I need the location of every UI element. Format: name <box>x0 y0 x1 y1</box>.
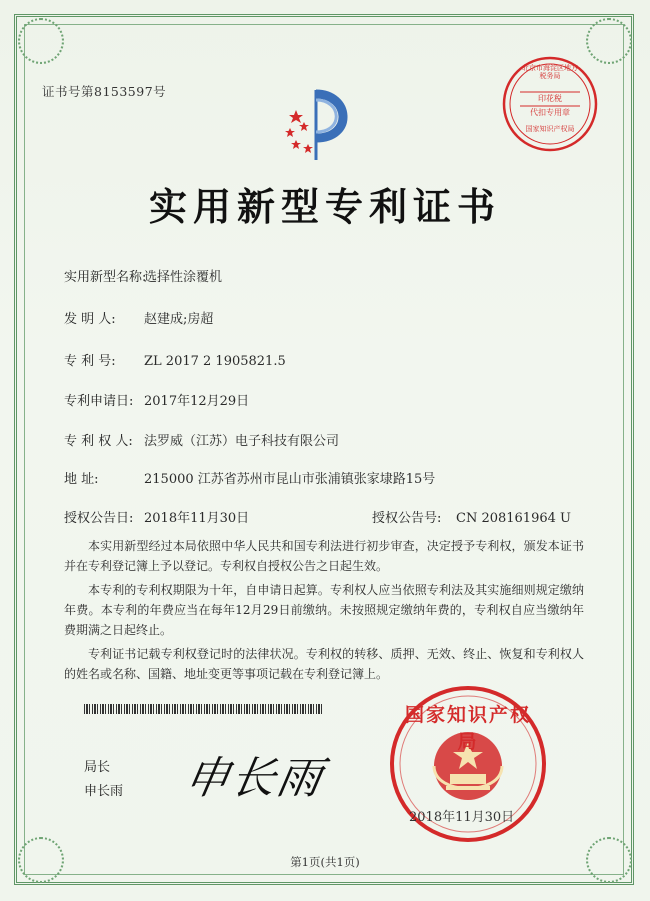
field-label: 授权公告日: <box>64 511 134 526</box>
field-application-date <box>64 390 249 409</box>
field-value: 215000 江苏省苏州市昆山市张浦镇张家埭路15号 <box>144 472 436 487</box>
field-value: ZL 2017 2 1905821.5 <box>144 354 286 369</box>
tax-seal-inner-text-3: 国家知识产权局 <box>525 125 575 133</box>
body-paragraph: 专利证书记载专利权登记时的法律状况。专利权的转移、质押、无效、终止、恢复和专利权人的姓名或名称、国籍、地址变更等事项记载在专利登记簿上。 <box>64 647 584 681</box>
tax-seal-outer-text: 北京市海淀区地方税务局 <box>522 64 578 80</box>
field-value: 选择性涂覆机 <box>144 270 223 285</box>
certificate-body <box>64 536 584 688</box>
field-label: 专 利 号: <box>64 354 116 369</box>
field-patentee <box>64 430 339 449</box>
director-signature: 申长雨 <box>180 753 328 804</box>
field-value: CN 208161964 U <box>456 511 571 526</box>
patent-office-logo-icon <box>282 86 362 166</box>
field-value: 赵建成;房超 <box>144 312 214 327</box>
field-label: 地 址: <box>64 472 99 487</box>
field-label: 发 明 人: <box>64 312 116 327</box>
body-paragraph: 本专利的专利权期限为十年，自申请日起算。专利权人应当依照专利法及其实施细则规定缴纳年费。本专利的年费应当在每年12月29日前缴纳。未按照规定缴纳年费的，专利权自应当缴纳年费期满之日起终止。 <box>64 583 584 637</box>
field-utility-model-name <box>64 266 222 285</box>
field-label: 专利申请日: <box>64 394 134 409</box>
field-label: 专 利 权 人: <box>64 434 133 449</box>
field-label: 授权公告号: <box>372 511 442 526</box>
certificate-title: 实用新型专利证书 <box>148 184 501 229</box>
field-address <box>64 468 435 487</box>
field-value: 法罗威（江苏）电子科技有限公司 <box>144 434 340 449</box>
page-footer: 第1页(共1页) <box>290 855 360 869</box>
director-title: 局长 <box>84 760 111 775</box>
tax-seal-inner-text-2: 代扣专用章 <box>530 108 570 117</box>
barcode <box>84 704 324 714</box>
official-seal-text: 国家知识产权局 <box>404 704 531 753</box>
certificate-number: 证书号第8153597号 <box>42 84 167 99</box>
seal-date: 2018年11月30日 <box>409 810 515 825</box>
field-patent-number <box>64 350 286 369</box>
field-inventors <box>64 308 213 327</box>
tax-seal-inner-text-1: 印花税 <box>538 94 562 103</box>
field-grant-number <box>372 507 571 526</box>
body-paragraph: 本实用新型经过本局依照中华人民共和国专利法进行初步审查，决定授予专利权，颁发本证书并在专利登记簿上予以登记。专利权自授权公告之日起生效。 <box>64 539 584 573</box>
field-value: 2017年12月29日 <box>144 394 250 409</box>
field-label: 实用新型名称: <box>64 270 147 285</box>
corner-ornament-top-left <box>18 18 64 64</box>
director-name: 申长雨 <box>84 784 124 799</box>
field-value: 2018年11月30日 <box>144 511 250 526</box>
field-grant-date <box>64 507 249 526</box>
